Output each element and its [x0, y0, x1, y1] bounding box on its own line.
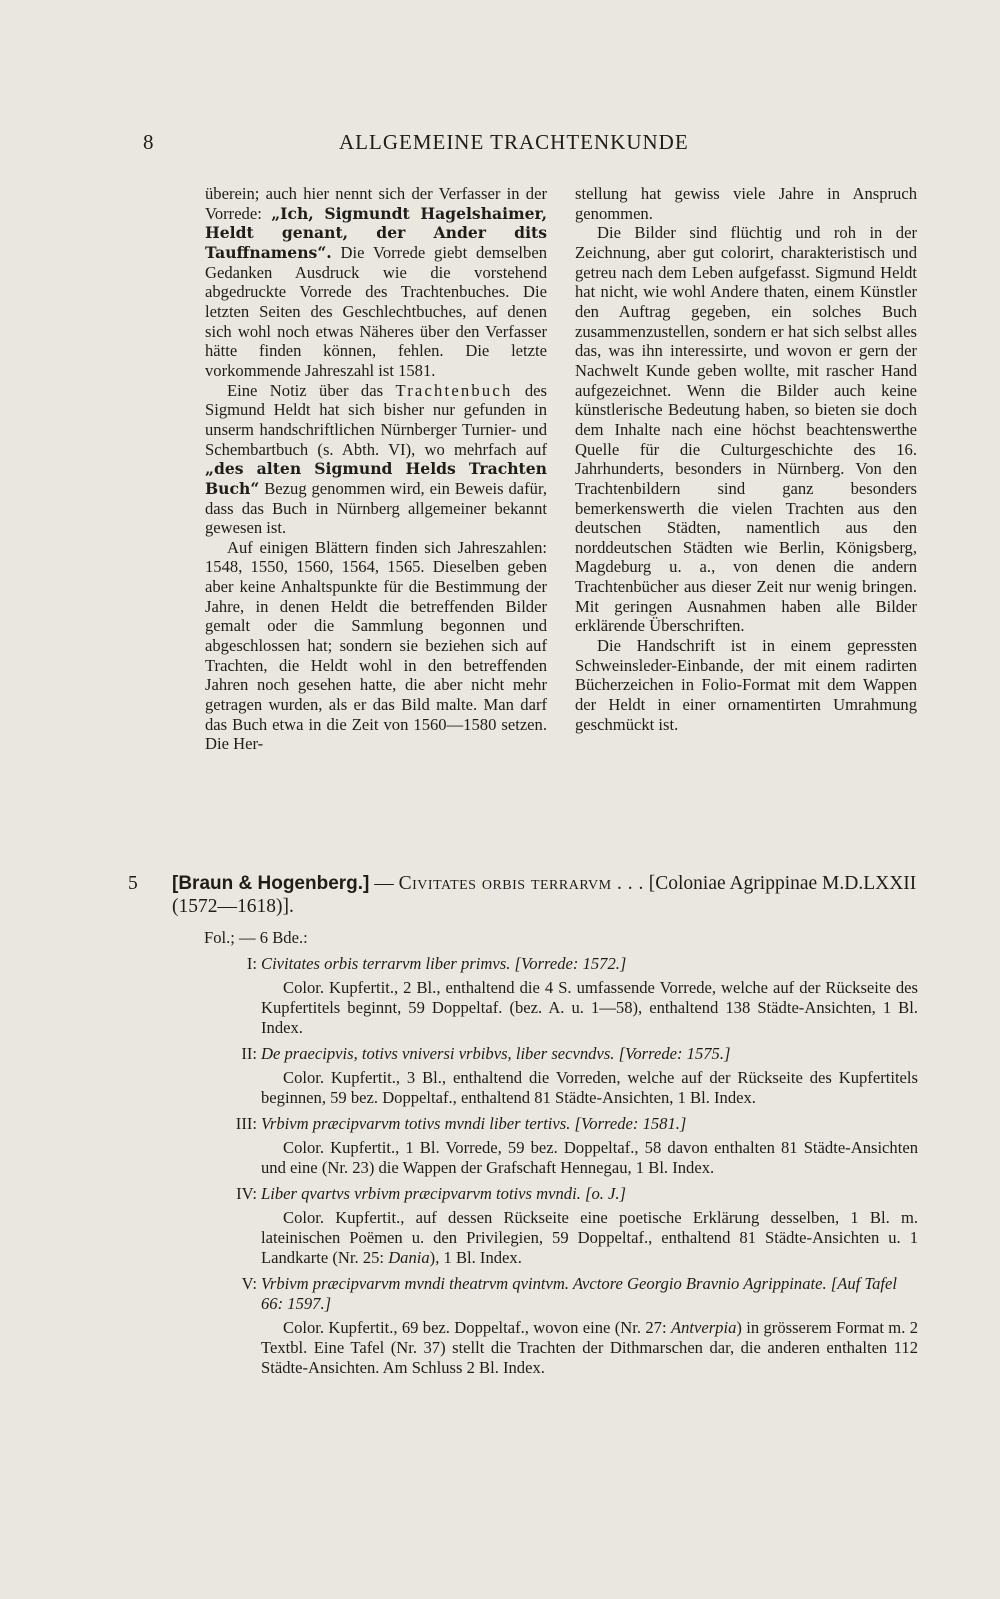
description-italic: Antverpia — [670, 1318, 737, 1337]
running-title: ALLGEMEINE TRACHTENKUNDE — [339, 130, 689, 154]
description-text: ), 1 Bl. Index. — [429, 1248, 522, 1267]
entry-heading — [128, 872, 918, 918]
right-column — [575, 184, 917, 734]
volume-number: V: — [241, 1274, 257, 1293]
volume-title: Vrbivm præcipvarvm totivs mvndi liber tertivs. — [261, 1114, 571, 1133]
volume-description — [261, 1138, 918, 1178]
paragraph: stellung hat gewiss viele Jahre in Anspruch genommen. — [575, 184, 917, 223]
volume-item — [241, 1044, 918, 1108]
volume-note: [Vorrede: 1581.] — [570, 1114, 687, 1133]
volume-item — [235, 1114, 918, 1178]
text-run: des Sigmund Heldt hat sich bisher nur gefunden in unserm handschriftlichen Nürnberger Turnier- und Schembartbuch (s. Abth. VI), wo mehrfach auf — [205, 380, 547, 459]
volume-note: [Auf Tafel 66: 1597.] — [261, 1274, 898, 1313]
volume-title: Vrbivm præcipvarvm mvndi theatrvm qvintvm. Avctore Georgio Bravnio Agrippinate. — [261, 1274, 827, 1293]
entry-number: 5 — [128, 873, 138, 894]
volume-number: IV: — [236, 1184, 257, 1203]
volume-note: [Vorrede: 1572.] — [510, 954, 627, 973]
volume-number: I: — [246, 954, 257, 973]
volume-description — [261, 1068, 918, 1108]
volume-number: II: — [241, 1044, 257, 1063]
blackletter-quote: „Ich, Sigmundt Hagelshaimer, Heldt genant, der Ander dits Tauffnamens“. — [205, 203, 547, 262]
volume-number: III: — [235, 1114, 257, 1133]
volume-note: [o. J.] — [580, 1184, 627, 1203]
volume-title: Liber qvartvs vrbivm præcipvarvm totivs mvndi. — [261, 1184, 581, 1203]
description-text: Color. Kupfertit., auf dessen Rückseite eine poetische Erklärung desselben, 1 Bl. m. lateinischen Poëmen u. den Privilegien, 59 Doppeltaf., enthaltend 81 Städte-Ansichten u. 1 Landkarte (Nr. 25: — [261, 1208, 918, 1267]
paragraph — [205, 381, 547, 538]
description-italic: Dania — [388, 1248, 430, 1267]
volume-note: [Vorrede: 1575.] — [614, 1044, 731, 1063]
volume-title: Civitates orbis terrarvm liber primvs. — [261, 954, 511, 973]
description-text: Color. Kupfertit., 1 Bl. Vorrede, 59 bez. Doppeltaf., 58 davon enthalten 81 Städte-Ansichten und eine (Nr. 23) die Wappen der Grafschaft Hennegau, 1 Bl. Index. — [261, 1138, 918, 1177]
text-run: überein; auch hier nennt sich der Verfasser in der Vorrede: — [205, 184, 547, 223]
text-run: Die Vorrede giebt demselben Gedanken Ausdruck wie die vorstehend abgedruckte Vorrede des Trachtenbuches. Die letzten Seiten des Geschlechtbuches, auf denen sich wohl noch etwas Näheres über den Verfasser hätte finden können, fehlen. Die letzte vorkommende Jahreszahl ist 1581. — [205, 242, 547, 380]
volume-description — [261, 1208, 918, 1268]
catalog-entry — [128, 872, 918, 1378]
volume-item — [241, 1274, 919, 1378]
running-head — [143, 130, 723, 160]
description-text: Color. Kupfertit., 69 bez. Doppeltaf., wovon eine (Nr. 27: — [283, 1318, 671, 1337]
volume-item — [236, 1184, 918, 1268]
paragraph: Die Handschrift ist in einem gepressten Schweinsleder-Einbande, der mit einem radirten Bücherzeichen in Folio-Format mit dem Wappen der Heldt in einer ornamentirten Umrahmung geschmückt ist. — [575, 636, 917, 734]
entry-dash: — — [369, 873, 399, 894]
paragraph: Auf einigen Blättern finden sich Jahreszahlen: 1548, 1550, 1560, 1564, 1565. Dieselben geben aber keine Anhaltspunkte für die Bestimmung der Jahre, in denen Heldt die betreffenden Bilder gemalt oder die Sammlung begonnen und abgeschlossen hat; sondern sie beziehen sich auf Trachten, die Heldt wohl in den betreffenden Jahren noch gesehen hatte, die aber nicht mehr getragen wurden, als er das Bild malte. Man darf das Buch etwa in die Zeit von 1560—1580 setzen. Die Her- — [205, 537, 547, 754]
page-number: 8 — [143, 130, 154, 154]
entry-format: Fol.; — 6 Bde.: — [204, 928, 308, 947]
volume-description — [261, 1318, 918, 1378]
description-text: ) in grösserem Format m. 2 Textbl. Eine Tafel (Nr. 37) stellt die Trachten der Dithmarschen dar, die anderen enthalten 112 Städte-Ansichten. Am Schluss 2 Bl. Index. — [261, 1318, 919, 1377]
spaced-term: Trachtenbuch — [395, 380, 513, 400]
entry-author: [Braun & Hogenberg.] — [172, 873, 370, 894]
volume-title: De praecipvis, totivs vniversi vrbibvs, liber secvndvs. — [261, 1044, 615, 1063]
text-run: Bezug genommen wird, ein Beweis dafür, dass das Buch in Nürnberg allgemeiner bekannt gewesen ist. — [205, 478, 547, 538]
entry-imprint: [Coloniae Agrippinae M.D.LXXII (1572—1618)]. — [172, 873, 917, 917]
volume-description — [261, 978, 918, 1038]
paragraph — [205, 184, 547, 381]
left-column — [205, 184, 547, 754]
text-run: Eine Notiz über das — [227, 380, 396, 400]
entry-title: Civitates orbis terrarvm . . . — [398, 873, 644, 894]
paragraph: Die Bilder sind flüchtig und roh in der Zeichnung, aber gut colorirt, charakteristisch und getreu nach dem Leben aufgefasst. Sigmund Heldt hat nicht, wie wohl Andere thaten, einem Künstler den Auftrag gegeben, ein solches Buch zusammenzustellen, sondern er hat sich selbst alles das, was ihn interessirte, und wovon er gern der Nachwelt Kunde geben wollte, mit rascher Hand aufgezeichnet. Wenn die Bilder auch keine künstlerische Bedeutung haben, so bieten sie doch dem Inhalte nach eine höchst beachtenswerthe Quelle für die Culturgeschichte des 16. Jahrhunderts, besonders in Nürnberg. Von den Trachtenbildern sind ganz besonders bemerkenswerth die vielen Trachten aus den deutschen Städten, namentlich aus den norddeutschen Städten wie Berlin, Königsberg, Magdeburg u. a., von denen die andern Trachtenbücher aus dieser Zeit nur wenig bringen. Mit geringen Ausnahmen haben alle Bilder erklärende Überschriften. — [575, 223, 917, 636]
volume-item — [246, 954, 918, 1038]
blackletter-quote: „des alten Sigmund Helds Trachten Buch“ — [205, 459, 547, 498]
description-text: Color. Kupfertit., 3 Bl., enthaltend die Vorreden, welche auf der Rückseite des Kupfertitels beginnen, 59 bez. Doppeltaf., enthaltend 81 Städte-Ansichten, 1 Bl. Index. — [261, 1068, 918, 1107]
description-text: Color. Kupfertit., 2 Bl., enthaltend die 4 S. umfassende Vorrede, welche auf der Rückseite des Kupfertitels beginnt, 59 Doppeltaf. (bez. A. u. 1—58), enthaltend 138 Städte-Ansichten, 1 Bl. Index. — [261, 978, 918, 1037]
